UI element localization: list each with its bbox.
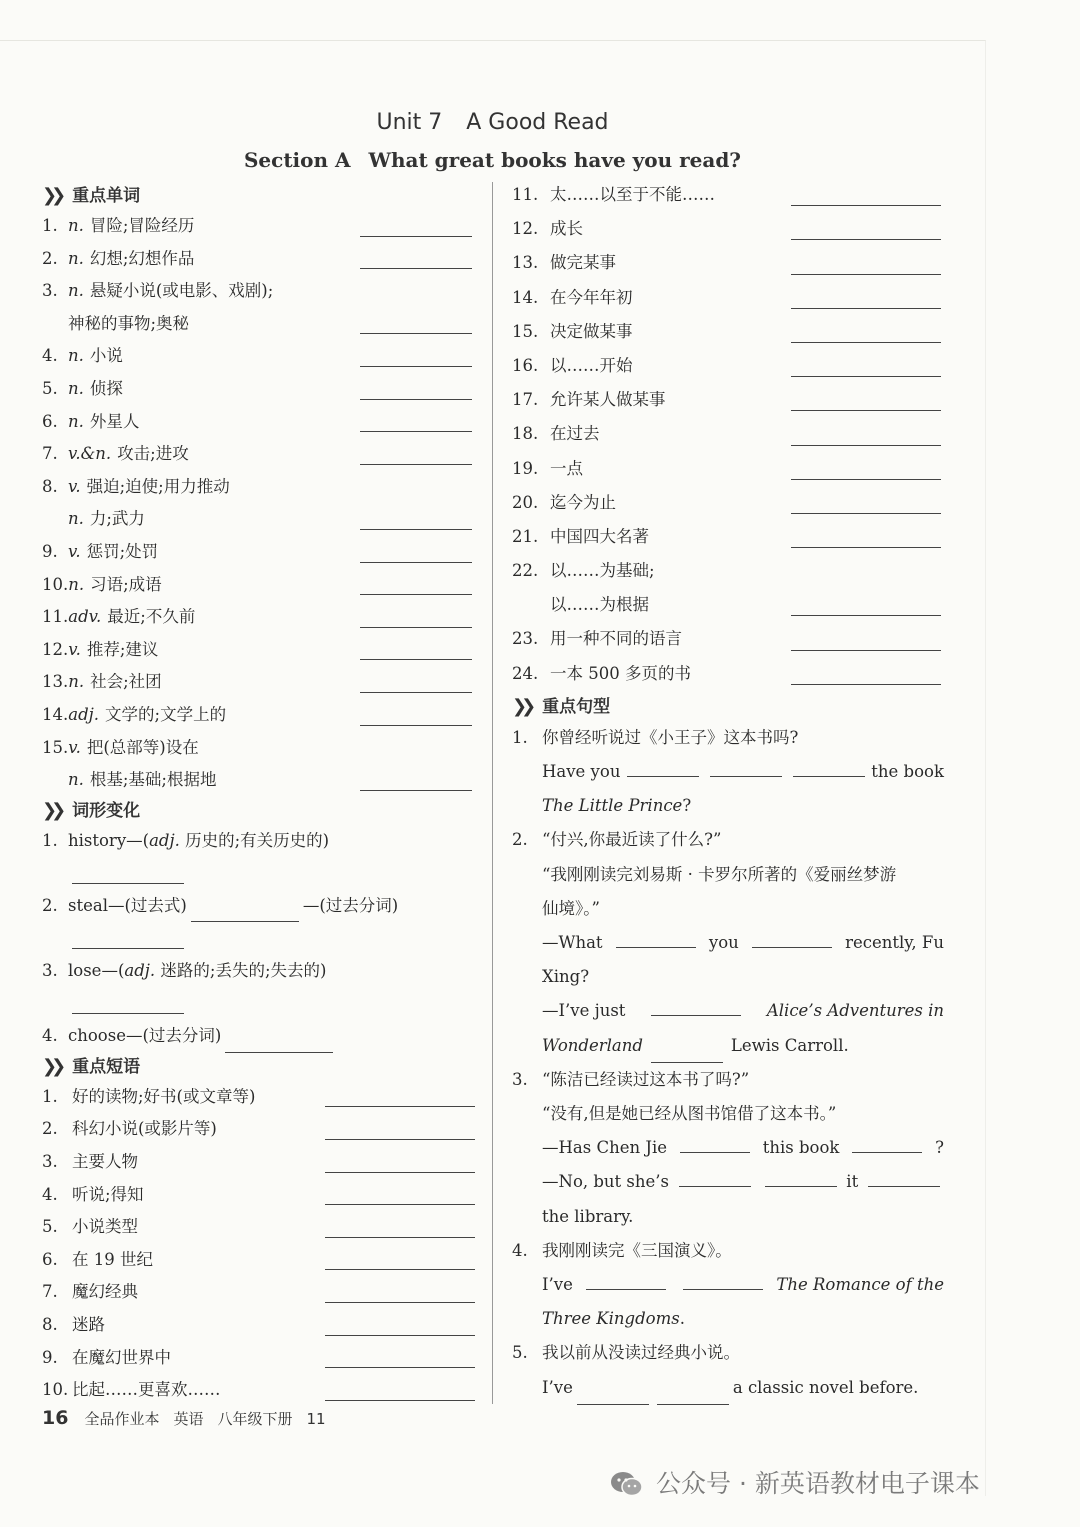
answer-blank[interactable] <box>651 997 741 1016</box>
phrase-item <box>512 486 944 520</box>
phrase-meaning: 在过去 <box>550 424 600 444</box>
answer-blank[interactable] <box>325 1400 475 1401</box>
answer-blank[interactable] <box>325 1204 475 1205</box>
answer-blank[interactable] <box>791 410 941 411</box>
wordforms-heading: ❯❯ 词形变化 <box>42 797 478 825</box>
phrase-meaning: 太……以至于不能…… <box>550 185 715 204</box>
right-column <box>512 178 944 1405</box>
answer-blank[interactable] <box>657 1386 729 1405</box>
vocab-list <box>42 210 478 797</box>
item-number: 21. <box>512 526 539 546</box>
answer-blank[interactable] <box>868 1168 940 1187</box>
wordform-item: 2. steal—(过去式) —(过去分词) <box>42 890 478 923</box>
vocab-item <box>42 732 478 765</box>
answer-blank[interactable] <box>791 239 941 240</box>
vocab-item <box>42 666 478 699</box>
item-meaning: 攻击;进攻 <box>117 444 189 464</box>
vocab-item-continued <box>42 308 478 341</box>
answer-blank[interactable] <box>325 1172 475 1173</box>
answer-blank[interactable] <box>791 342 941 343</box>
item-meaning: 幻想;幻想作品 <box>89 248 195 268</box>
answer-blank[interactable] <box>360 236 472 237</box>
answer-blank[interactable] <box>791 547 941 548</box>
column-divider <box>492 182 493 1404</box>
phrase-meaning: 成长 <box>550 219 583 239</box>
phrase-meaning: 在魔幻世界中 <box>72 1347 171 1367</box>
phrase-meaning: 允许某人做某事 <box>550 390 666 410</box>
phrase-item <box>42 1342 478 1375</box>
answer-blank[interactable] <box>360 431 472 432</box>
answer-blank[interactable] <box>683 1271 763 1290</box>
answer-blank[interactable] <box>360 333 472 334</box>
phrase-item <box>512 212 944 246</box>
phrase-meaning: 主要人物 <box>72 1152 138 1172</box>
part-of-speech: n. <box>68 248 84 268</box>
item-number: 23. <box>512 629 539 649</box>
item-number: 2. <box>42 248 58 268</box>
item-meaning: 推荐;建议 <box>86 639 159 659</box>
phrase-meaning: 好的读物;好书(或文章等) <box>72 1086 256 1106</box>
answer-blank[interactable] <box>791 308 941 309</box>
item-number: 17. <box>512 390 539 410</box>
phrase-meaning: 迄今为止 <box>550 492 616 512</box>
item-meaning: 社会;社团 <box>90 672 162 692</box>
part-of-speech: n. <box>68 216 84 235</box>
wordform-item: 4. choose—(过去分词) <box>42 1020 478 1053</box>
sentences-heading: ❯❯ 重点句型 <box>512 693 944 721</box>
sentence-1: 1. 你曾经听说过《小王子》这本书吗? Have you the book The Little Prince? <box>512 727 944 816</box>
phrase-meaning: 以……开始 <box>550 355 633 375</box>
answer-blank[interactable] <box>616 929 696 948</box>
item-meaning: 文学的;文学上的 <box>105 704 227 724</box>
item-meaning: 神秘的事物;奥秘 <box>68 313 190 333</box>
sentence-4: 4. 我刚刚读完《三国演义》。 I’ve The Romance of the Three Kingdoms. <box>512 1240 944 1329</box>
item-number: 19. <box>512 458 539 478</box>
left-column <box>42 182 478 1407</box>
item-number: 6. <box>42 411 58 431</box>
phrases-heading: ❯❯ 重点短语 <box>42 1053 478 1081</box>
item-number: 10. <box>42 574 69 594</box>
answer-blank[interactable] <box>791 615 941 616</box>
answer-blank[interactable] <box>225 1034 333 1053</box>
vocab-item <box>42 243 478 276</box>
answer-blank[interactable] <box>586 1271 666 1290</box>
phrase-item <box>512 246 944 280</box>
answer-blank[interactable] <box>325 1237 475 1238</box>
phrase-meaning: 在 19 世纪 <box>72 1249 153 1269</box>
part-of-speech: v.&n. <box>68 444 112 464</box>
vocab-item <box>42 373 478 406</box>
answer-blank[interactable] <box>360 692 472 693</box>
part-of-speech: n. <box>68 574 85 594</box>
vocab-item <box>42 438 478 471</box>
item-number: 22. <box>512 561 539 581</box>
part-of-speech: n. <box>68 346 84 366</box>
answer-blank[interactable] <box>360 627 472 628</box>
answer-blank[interactable] <box>191 903 299 922</box>
item-number: 6. <box>42 1249 58 1269</box>
answer-blank[interactable] <box>360 464 472 465</box>
item-number: 11. <box>42 607 69 627</box>
page-number: 16 <box>42 1407 69 1429</box>
double-chevron-icon: ❯❯ <box>42 799 61 821</box>
wordform-answer-row <box>42 922 478 955</box>
phrase-item <box>42 1081 478 1114</box>
phrase-item <box>42 1309 478 1342</box>
item-number: 16. <box>512 355 539 375</box>
phrase-meaning: 听说;得知 <box>72 1184 144 1204</box>
section-title <box>0 148 985 172</box>
double-chevron-icon: ❯❯ <box>512 695 531 717</box>
item-number: 14. <box>42 704 69 724</box>
item-meaning: 惩罚;处罚 <box>86 541 159 561</box>
item-number: 15. <box>42 737 69 757</box>
answer-blank[interactable] <box>360 594 472 595</box>
part-of-speech: n. <box>68 770 84 790</box>
item-number: 4. <box>42 1184 58 1204</box>
part-of-speech: adv. <box>68 607 102 627</box>
item-number: 12. <box>42 639 69 659</box>
answer-blank[interactable] <box>752 929 832 948</box>
phrase-meaning: 用一种不同的语言 <box>550 629 682 649</box>
vocab-item <box>42 634 478 667</box>
book-title: 全品作业本 <box>84 1410 160 1428</box>
part-of-speech: v. <box>68 476 81 496</box>
section-label: Section A <box>243 148 351 172</box>
item-number: 5. <box>42 378 58 398</box>
phrase-meaning: 决定做某事 <box>550 321 633 341</box>
part-of-speech: n. <box>68 281 84 301</box>
phrase-list-continued <box>512 178 944 691</box>
phrase-item <box>512 657 944 691</box>
phrase-item <box>42 1179 478 1212</box>
answer-blank[interactable] <box>679 1168 751 1187</box>
item-meaning: 侦探 <box>89 378 123 398</box>
sentence-2: 2. “付兴,你最近读了什么?” “我刚刚读完刘易斯 · 卡罗尔所著的《爱丽丝梦游 仙境》。” —What you recently, Fu Xing? —I’ve just Alice’s Adventures in Wonderland Lewis Carroll. <box>512 823 944 1062</box>
phrase-meaning: 科幻小说(或影片等) <box>72 1119 217 1139</box>
answer-blank[interactable] <box>577 1386 649 1405</box>
double-chevron-icon: ❯❯ <box>42 185 61 206</box>
wordforms-list <box>42 825 478 1053</box>
phrase-item <box>512 622 944 656</box>
phrase-meaning: 魔幻经典 <box>72 1282 138 1302</box>
vocab-item <box>42 210 478 243</box>
answer-blank[interactable] <box>360 399 472 400</box>
item-number: 9. <box>42 1347 58 1367</box>
item-number: 5. <box>42 1217 58 1237</box>
answer-blank[interactable] <box>360 529 472 530</box>
item-number: 12. <box>512 219 539 239</box>
part-of-speech: n. <box>68 672 85 692</box>
part-of-speech: v. <box>68 639 81 659</box>
answer-blank[interactable] <box>325 1335 475 1336</box>
wordform-answer-row <box>42 857 478 890</box>
vocab-item <box>42 340 478 373</box>
vocab-item <box>42 471 478 504</box>
item-meaning: 外星人 <box>89 411 140 431</box>
page-footer <box>42 1403 326 1433</box>
vocab-item <box>42 601 478 634</box>
item-number: 9. <box>42 541 58 561</box>
grade: 八年级下册 <box>217 1410 293 1428</box>
answer-blank[interactable] <box>852 1134 922 1153</box>
phrase-item <box>512 417 944 451</box>
phrase-item <box>512 452 944 486</box>
item-meaning: 冒险;冒险经历 <box>89 216 195 235</box>
watermark: 公众号 · 新英语教材电子课本 <box>610 1462 980 1506</box>
phrase-item <box>42 1113 478 1146</box>
answer-blank[interactable] <box>765 1168 837 1187</box>
vocab-item <box>42 275 478 308</box>
vocab-item <box>42 406 478 439</box>
answer-blank[interactable] <box>791 376 941 377</box>
phrase-item <box>42 1211 478 1244</box>
phrase-meaning: 在今年年初 <box>550 287 633 307</box>
item-number: 2. <box>42 1119 58 1139</box>
answer-blank[interactable] <box>360 790 472 791</box>
phrase-meaning: 一本 500 多页的书 <box>550 663 691 683</box>
phrase-item <box>512 281 944 315</box>
item-meaning: 根基;基础;根据地 <box>89 770 217 790</box>
vocab-item <box>42 569 478 602</box>
unit-name: A Good Read <box>466 110 609 135</box>
answer-blank[interactable] <box>627 758 699 777</box>
answer-blank[interactable] <box>793 758 865 777</box>
phrase-meaning: 小说类型 <box>72 1217 138 1237</box>
item-number: 18. <box>512 424 539 444</box>
part-of-speech: adj. <box>68 704 100 724</box>
phrase-item <box>42 1276 478 1309</box>
item-number: 15. <box>512 321 539 341</box>
item-number: 20. <box>512 492 539 512</box>
vocab-heading: ❯❯ 重点单词 <box>42 182 478 210</box>
answer-blank[interactable] <box>325 1269 475 1270</box>
answer-blank[interactable] <box>791 650 941 651</box>
answer-blank[interactable] <box>360 659 472 660</box>
item-number: 1. <box>42 216 58 235</box>
section-question: What great books have you read? <box>368 148 742 172</box>
answer-blank[interactable] <box>325 1302 475 1303</box>
answer-blank[interactable] <box>325 1106 475 1107</box>
answer-blank[interactable] <box>791 205 941 206</box>
phrase-item <box>512 520 944 554</box>
answer-blank[interactable] <box>680 1134 750 1153</box>
phrase-meaning: 一点 <box>550 458 583 478</box>
phrase-meaning: 做完某事 <box>550 253 616 273</box>
part-of-speech: v. <box>68 541 81 561</box>
unit-label: Unit 7 <box>376 110 443 135</box>
answer-blank[interactable] <box>72 1013 184 1014</box>
phrase-item <box>512 178 944 212</box>
part-of-speech: n. <box>68 509 84 529</box>
item-number: 1. <box>42 1086 58 1106</box>
answer-blank[interactable] <box>651 1044 723 1063</box>
item-meaning: 习语;成语 <box>90 574 162 594</box>
vocab-item-continued <box>42 503 478 536</box>
sentence-5: 5. 我以前从没读过经典小说。 I’ve a classic novel before. <box>512 1336 944 1404</box>
sentence-3: 3. “陈洁已经读过这本书了吗?” “没有,但是她已经从图书馆借了这本书。” —Has Chen Jie this book ? —No, but she’s it the library. <box>512 1069 944 1226</box>
phrase-item <box>512 383 944 417</box>
phrase-item <box>42 1374 478 1407</box>
item-number: 11. <box>512 185 539 204</box>
answer-blank[interactable] <box>360 562 472 563</box>
item-meaning: 悬疑小说(或电影、戏剧); <box>89 281 274 301</box>
phrase-item <box>512 315 944 349</box>
answer-blank[interactable] <box>325 1139 475 1140</box>
answer-blank[interactable] <box>710 758 782 777</box>
double-chevron-icon: ❯❯ <box>42 1055 61 1077</box>
part-of-speech: n. <box>68 411 84 431</box>
item-number: 24. <box>512 663 539 683</box>
item-number: 13. <box>512 253 539 273</box>
wordform-answer-row <box>42 988 478 1021</box>
answer-blank[interactable] <box>360 366 472 367</box>
footer-code: 11 <box>306 1410 326 1428</box>
item-number: 8. <box>42 1315 58 1334</box>
answer-blank[interactable] <box>791 274 941 275</box>
item-meaning: 最近;不久前 <box>107 607 196 627</box>
wordform-item: 3. lose—(adj. 迷路的;丢失的;失去的) <box>42 961 327 981</box>
vocab-item <box>42 536 478 569</box>
item-number: 14. <box>512 287 539 307</box>
wechat-icon <box>610 1470 644 1498</box>
item-number: 10. <box>42 1380 69 1400</box>
answer-blank[interactable] <box>72 948 184 949</box>
phrase-meaning: 比起……更喜欢…… <box>72 1380 221 1400</box>
item-number: 7. <box>42 1282 58 1302</box>
answer-blank[interactable] <box>791 479 941 480</box>
answer-blank[interactable] <box>791 513 941 514</box>
answer-blank[interactable] <box>360 725 472 726</box>
answer-blank[interactable] <box>325 1367 475 1368</box>
unit-title <box>0 110 985 135</box>
answer-blank[interactable] <box>72 883 184 884</box>
phrase-item <box>42 1146 478 1179</box>
phrase-item <box>512 554 944 588</box>
item-number: 4. <box>42 346 58 366</box>
vocab-item-continued <box>42 764 478 797</box>
phrase-meaning: 以……为基础; <box>550 561 655 581</box>
item-meaning: 小说 <box>89 346 123 366</box>
answer-blank[interactable] <box>360 268 472 269</box>
phrase-list <box>42 1081 478 1407</box>
part-of-speech: n. <box>68 378 84 398</box>
subject: 英语 <box>173 1410 204 1428</box>
vocab-item <box>42 699 478 732</box>
phrase-item <box>512 349 944 383</box>
item-number: 8. <box>42 476 58 496</box>
answer-blank[interactable] <box>791 445 941 446</box>
item-number: 3. <box>42 281 58 301</box>
phrase-meaning: 迷路 <box>72 1315 105 1334</box>
part-of-speech: v. <box>68 737 81 757</box>
item-meaning: 强迫;迫使;用力推动 <box>86 476 230 496</box>
item-number: 13. <box>42 672 69 692</box>
phrase-item-continued <box>512 588 944 622</box>
wordform-item: 1. history—(adj. 历史的;有关历史的) <box>42 830 330 850</box>
item-number: 3. <box>42 1152 58 1172</box>
item-meaning: 力;武力 <box>89 509 145 529</box>
answer-blank[interactable] <box>791 684 941 685</box>
item-number: 7. <box>42 444 58 464</box>
phrase-meaning: 以……为根据 <box>550 595 649 615</box>
phrase-meaning: 中国四大名著 <box>550 526 649 546</box>
phrase-item <box>42 1244 478 1277</box>
item-meaning: 把(总部等)设在 <box>86 737 199 757</box>
